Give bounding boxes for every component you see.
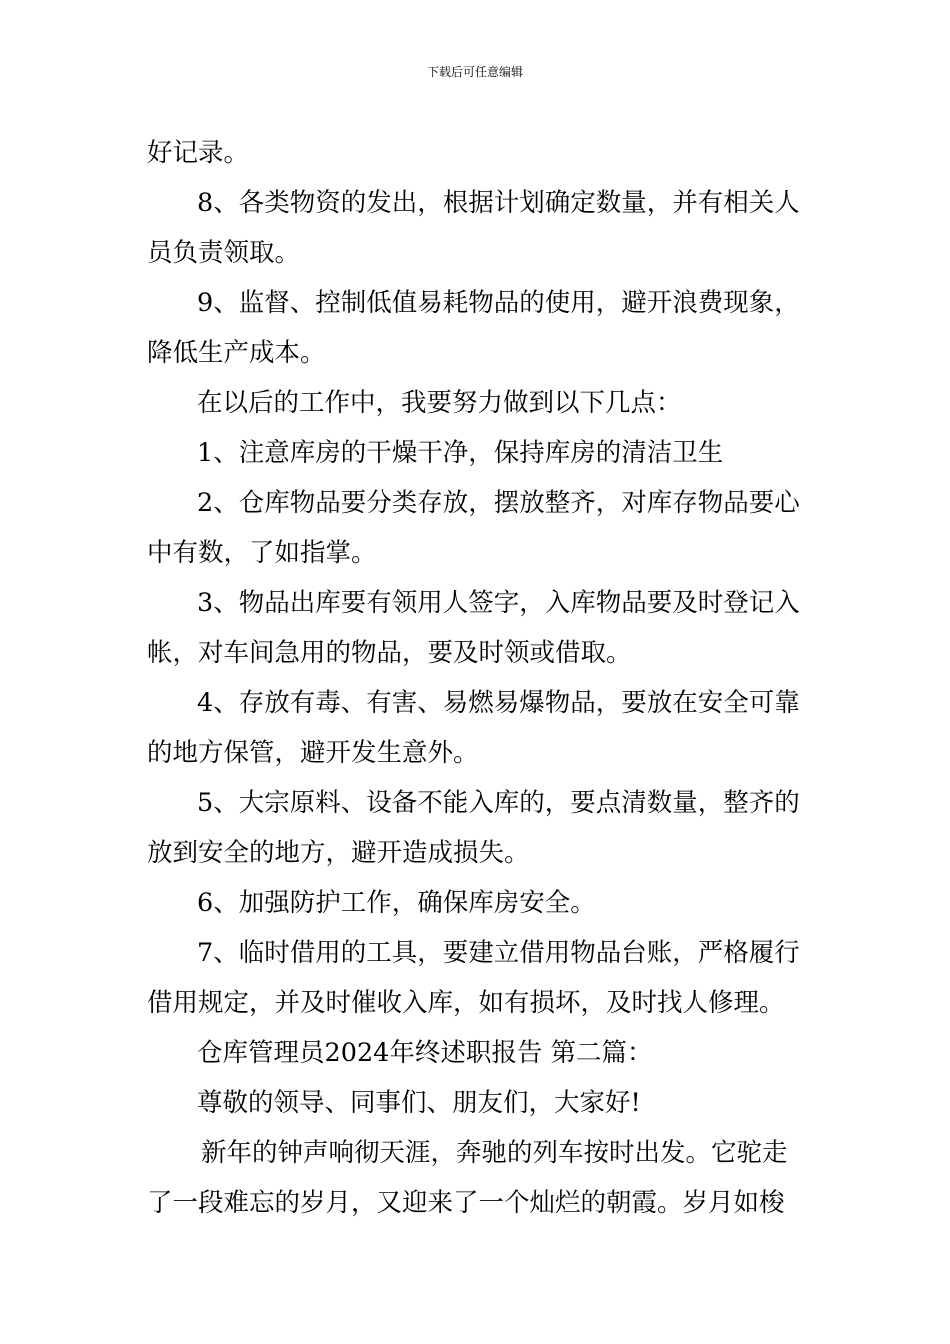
text-line: 7、临时借用的工具，要建立借用物品台账，严格履行 bbox=[197, 938, 800, 968]
text-line: 新年的钟声响彻天涯，奔驰的列车按时出发。它驼走 bbox=[201, 1138, 788, 1168]
text-line: 9、监督、控制低值易耗物品的使用，避开浪费现象， bbox=[197, 288, 800, 318]
text-line: 尊敬的领导、同事们、朋友们，大家好! bbox=[197, 1088, 641, 1118]
text-line: 的地方保管，避开发生意外。 bbox=[147, 738, 479, 768]
text-line: 6、加强防护工作，确保库房安全。 bbox=[197, 888, 596, 918]
text-line: 帐，对车间急用的物品，要及时领或借取。 bbox=[147, 638, 632, 668]
text-line: 员负责领取。 bbox=[147, 238, 301, 268]
text-line: 8、各类物资的发出，根据计划确定数量，并有相关人 bbox=[197, 188, 800, 218]
document-body bbox=[147, 128, 807, 1228]
text-line: 借用规定，并及时催收入库，如有损坏，及时找人修理。 bbox=[147, 988, 785, 1018]
text-line: 降低生产成本。 bbox=[147, 338, 326, 368]
text-line: 5、大宗原料、设备不能入库的，要点清数量，整齐的 bbox=[197, 788, 800, 818]
page-header: 下载后可任意编辑 bbox=[426, 65, 523, 79]
text-line: 中有数，了如指掌。 bbox=[147, 538, 377, 568]
text-line: 1、注意库房的干燥干净，保持库房的清洁卫生 bbox=[197, 438, 724, 468]
text-line: 2、仓库物品要分类存放，摆放整齐，对库存物品要心 bbox=[197, 488, 800, 518]
section-heading: 仓库管理员2024年终述职报告 第二篇： bbox=[197, 1038, 653, 1068]
text-line: 4、存放有毒、有害、易燃易爆物品，要放在安全可靠 bbox=[197, 688, 800, 718]
text-line: 好记录。 bbox=[147, 138, 250, 168]
text-line: 在以后的工作中，我要努力做到以下几点： bbox=[197, 388, 682, 418]
text-line: 了一段难忘的岁月，又迎来了一个灿烂的朝霞。岁月如梭 bbox=[147, 1188, 785, 1218]
text-line: 3、物品出库要有领用人签字，入库物品要及时登记入 bbox=[197, 588, 800, 618]
text-line: 放到安全的地方，避开造成损失。 bbox=[147, 838, 530, 868]
